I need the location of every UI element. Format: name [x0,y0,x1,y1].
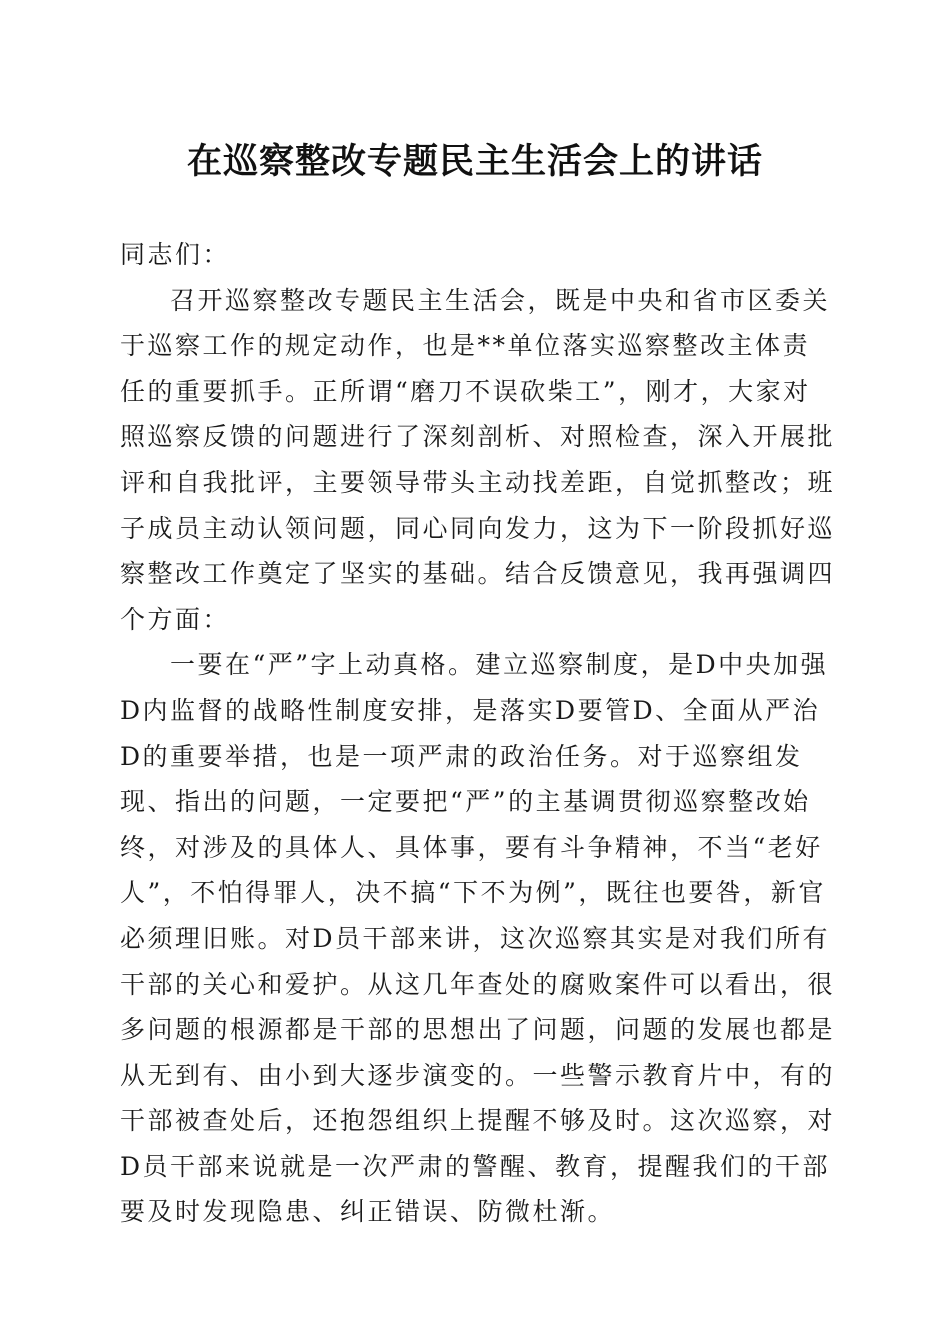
body-paragraph: 召开巡察整改专题民主生活会，既是中央和省市区委关于巡察工作的规定动作，也是**单位落实巡察整改主体责任的重要抓手。正所谓“磨刀不误砍柴工”，刚才，大家对照巡察反馈的问题进行了深刻剖析、对照检查，深入开展批评和自我批评，主要领导带头主动找差距，自觉抓整改；班子成员主动认领问题，同心同向发力，这为下一阶段抓好巡察整改工作奠定了坚实的基础。结合反馈意见，我再强调四个方面： [120,285,836,634]
document-title: 在巡察整改专题民主生活会上的讲话 [186,141,763,182]
document-body [120,232,836,1235]
greeting-line: 同志们： [120,240,231,269]
body-paragraph: 一要在“严”字上动真格。建立巡察制度，是D中央加强D内监督的战略性制度安排，是落实D要管D、全面从严治D的重要举措，也是一项严肃的政治任务。对于巡察组发现、指出的问题，一定要把“严”的主基调贯彻巡察整改始终，对涉及的具体人、具体事，要有斗争精神，不当“老好人”，不怕得罪人，决不搞“下不为例”，既往也要咎，新官必须理旧账。对D员干部来讲，这次巡察其实是对我们所有干部的关心和爱护。从这几年查处的腐败案件可以看出，很多问题的根源都是干部的思想出了问题，问题的发展也都是从无到有、由小到大逐步演变的。一些警示教育片中，有的干部被查处后，还抱怨组织上提醒不够及时。这次巡察，对D员干部来说就是一次严肃的警醒、教育，提醒我们的干部要及时发现隐患、纠正错误、防微杜渐。 [120,650,836,1227]
